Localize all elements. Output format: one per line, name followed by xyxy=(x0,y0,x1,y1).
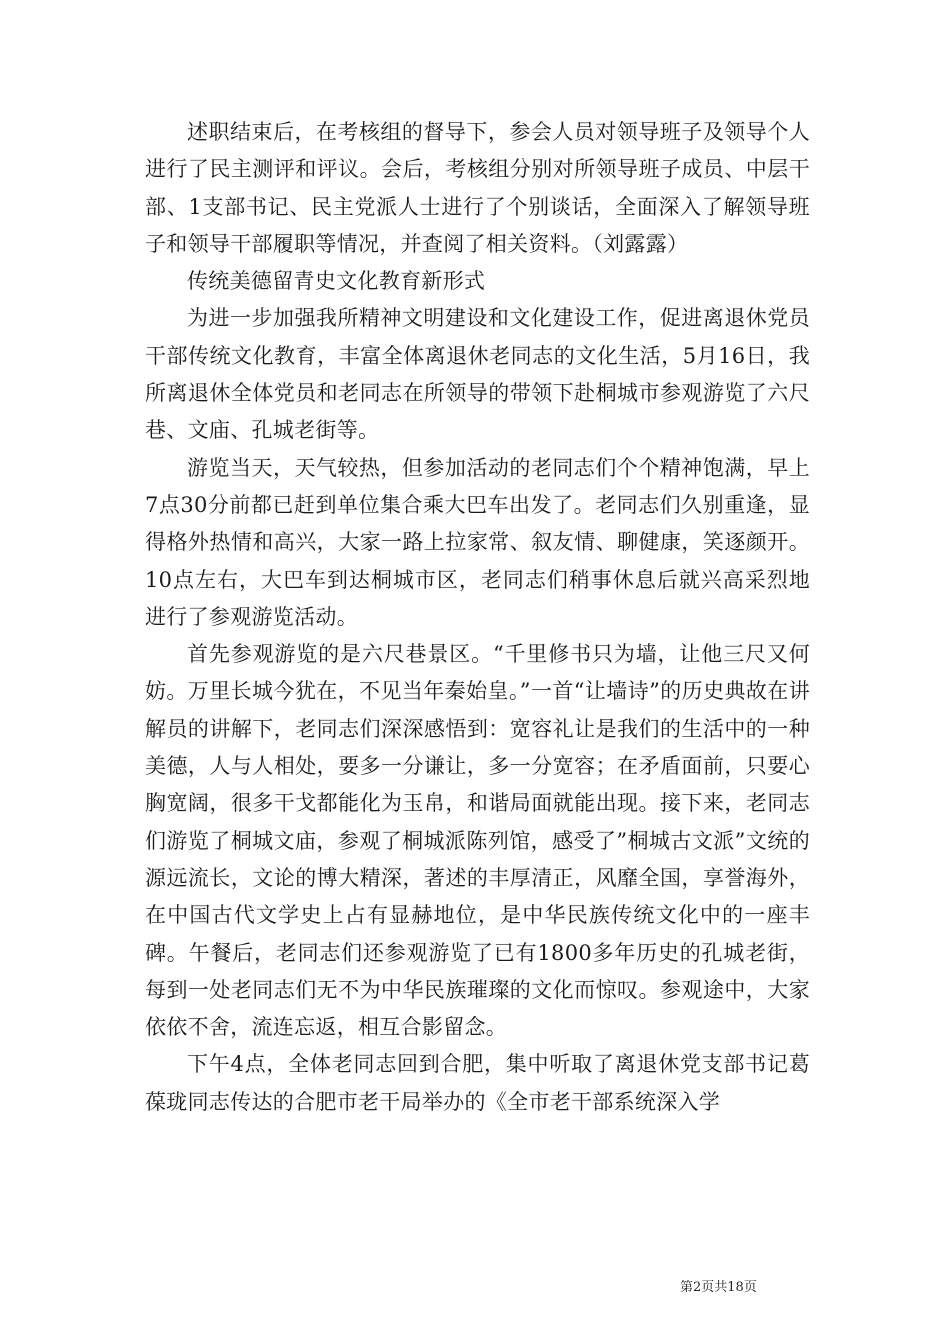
page-number-footer: 第2页共18页 xyxy=(680,1280,757,1295)
paragraph-trip-day: 游览当天，天气较热，但参加活动的老同志们个个精神饱满，早上7点30分前都已赶到单位集合乘大巴车出发了。老同志们久别重逢，显得格外热情和高兴，大家一路上拉家常、叙友情、聊健康，笑逐颜开。10点左右，大巴车到达桐城市区，老同志们稍事休息后就兴高采烈地进行了参观游览活动。 xyxy=(145,455,810,629)
paragraph-review-summary: 述职结束后，在考核组的督导下，参会人员对领导班子及领导个人进行了民主测评和评议。会后，考核组分别对所领导班子成员、中层干部、1支部书记、民主党派人士进行了个别谈话，全面深入了解领导班子和领导干部履职等情况，并查阅了相关资料。（刘露露） xyxy=(145,120,810,256)
paragraph-return: 下午4点，全体老同志回到合肥，集中听取了离退休党支部书记葛葆珑同志传达的合肥市老干局举办的《全市老干部系统深入学 xyxy=(145,1052,810,1114)
article-title: 传统美德留青史文化教育新形式 xyxy=(187,269,486,294)
paragraph-intro: 为进一步加强我所精神文明建设和文化建设工作，促进离退休党员干部传统文化教育，丰富全体离退休老同志的文化生活，5月16日，我所离退休全体党员和老同志在所领导的带领下赴桐城市参观游览了六尺巷、文庙、孔城老街等。 xyxy=(145,306,810,443)
paragraph-liuchixiang: 首先参观游览的是六尺巷景区。“千里修书只为墙，让他三尺又何妨。万里长城今犹在，不见当年秦始皇。”一首“让墙诗”的历史典故在讲解员的讲解下，老同志们深深感悟到：宽容礼让是我们的生活中的一种美德，人与人相处，要多一分谦让，多一分宽容；在矛盾面前，只要心胸宽阔，很多干戈都能化为玉帛，和谐局面就能出现。接下来，老同志们游览了桐城文庙，参观了桐城派陈列馆，感受了”桐城古文派”文统的源远流长，文论的博大精深，著述的丰厚清正，风靡全国，享誉海外，在中国古代文学史上占有显赫地位，是中华民族传统文化中的一座丰碑。午餐后，老同志们还参观游览了已有1800多年历史的孔城老街，每到一处老同志们无不为中华民族璀璨的文化而惊叹。参观途中，大家依依不舍，流连忘返，相互合影留念。 xyxy=(145,642,810,1040)
body-text xyxy=(145,114,810,1121)
